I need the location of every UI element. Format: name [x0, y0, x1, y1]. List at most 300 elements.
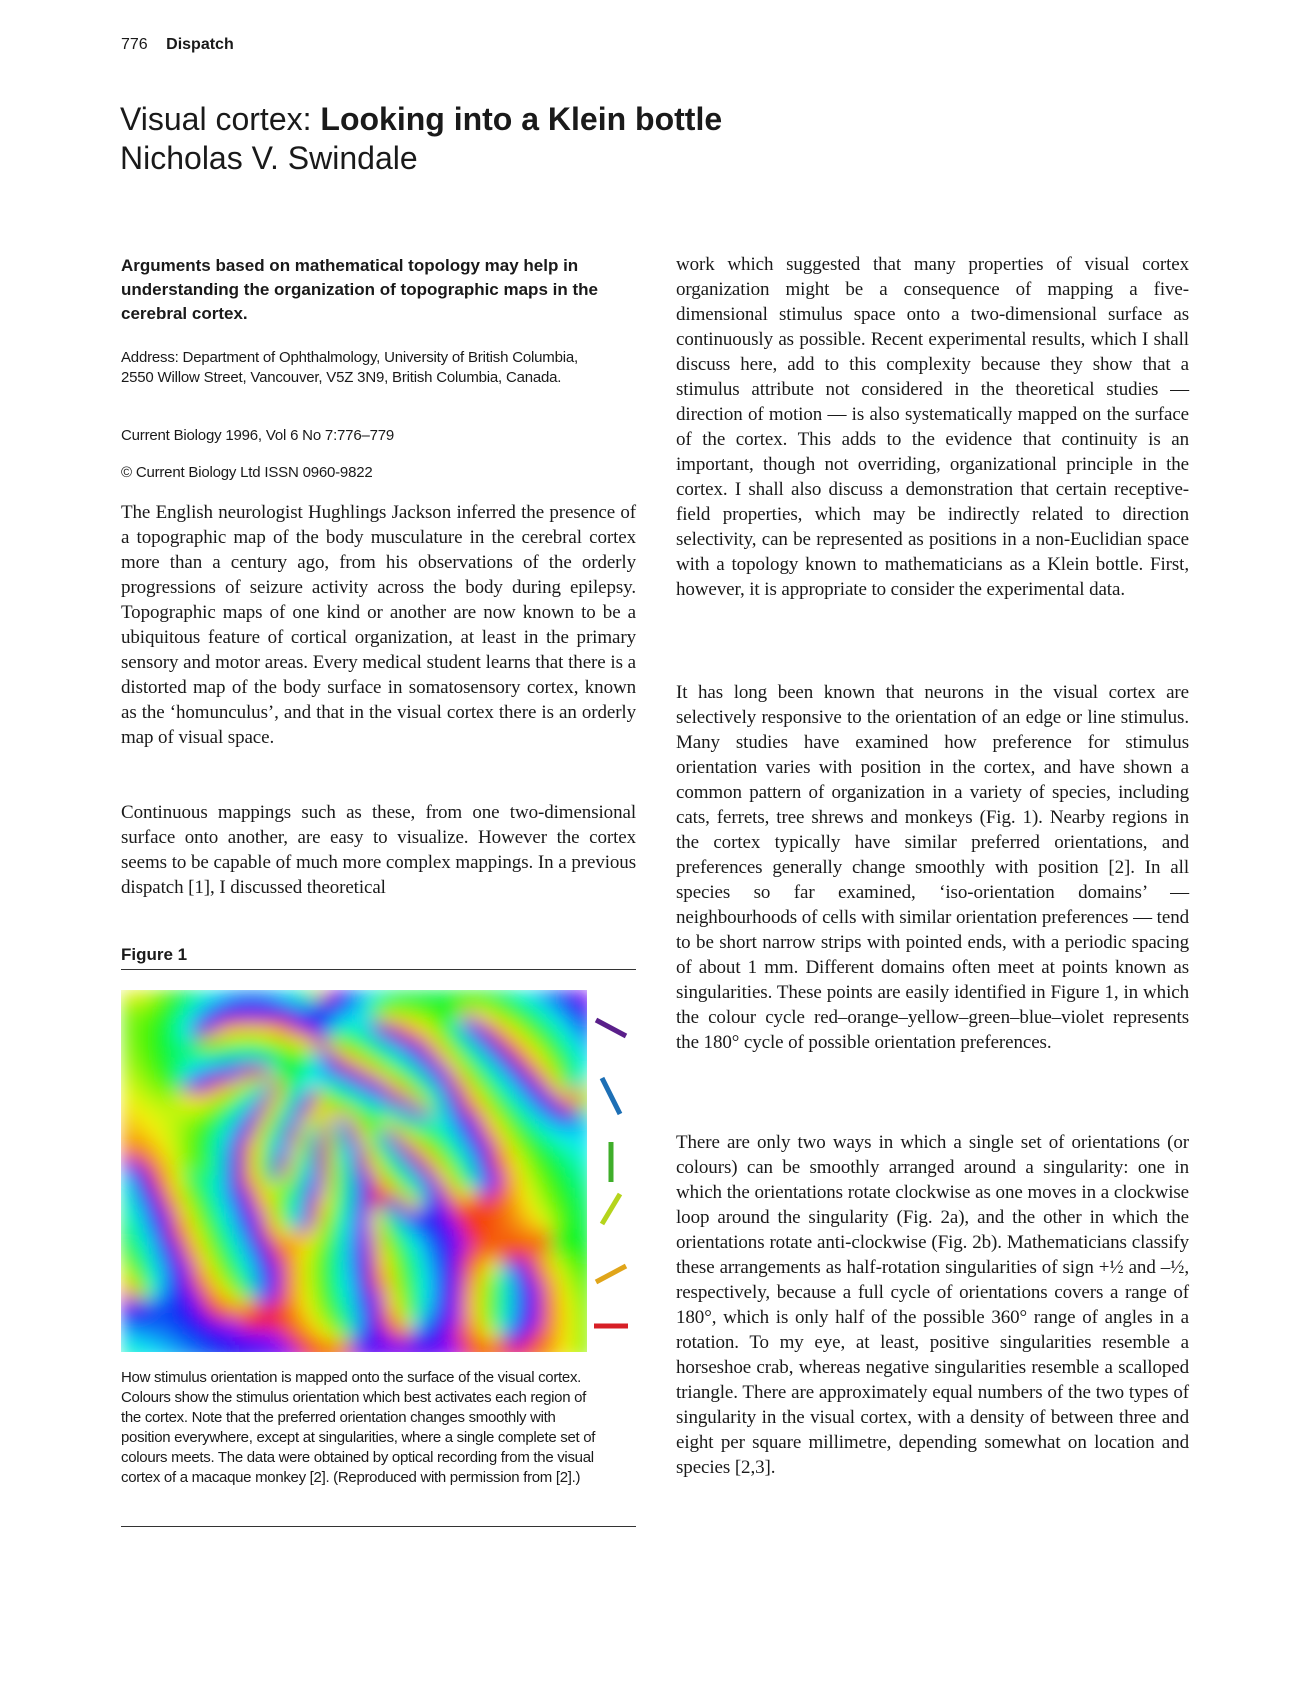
map-cell	[451, 1070, 462, 1081]
map-cell	[541, 1260, 552, 1271]
map-cell	[201, 1200, 212, 1211]
map-cell	[291, 1320, 302, 1331]
map-cell	[281, 1200, 292, 1211]
map-cell	[421, 1280, 432, 1291]
map-cell	[541, 1110, 552, 1121]
orientation-legend	[590, 1010, 634, 1340]
map-cell	[201, 1130, 212, 1141]
map-cell	[531, 1060, 542, 1071]
map-cell	[281, 1190, 292, 1201]
map-cell	[401, 990, 412, 1001]
map-cell	[361, 1000, 372, 1011]
map-cell	[441, 1180, 452, 1191]
map-cell	[471, 1250, 482, 1261]
map-cell	[511, 1000, 522, 1011]
map-cell	[221, 1080, 232, 1091]
map-cell	[311, 1050, 322, 1061]
map-cell	[131, 1280, 142, 1291]
map-cell	[181, 1300, 192, 1311]
map-cell	[511, 1120, 522, 1131]
map-cell	[431, 1040, 442, 1051]
map-cell	[341, 1080, 352, 1091]
map-cell	[541, 1180, 552, 1191]
map-cell	[341, 1290, 352, 1301]
map-cell	[381, 1110, 392, 1121]
map-cell	[461, 1260, 472, 1271]
article-title	[120, 100, 722, 138]
map-cell	[221, 1160, 232, 1171]
map-cell	[321, 1260, 332, 1271]
map-cell	[271, 1090, 282, 1101]
map-cell	[521, 1090, 532, 1101]
map-cell	[511, 1330, 522, 1341]
map-cell	[351, 1100, 362, 1111]
map-cell	[361, 1030, 372, 1041]
map-cell	[241, 1240, 252, 1251]
map-cell	[581, 1260, 587, 1271]
map-cell	[191, 1120, 202, 1131]
map-cell	[411, 1090, 422, 1101]
map-cell	[481, 1180, 492, 1191]
map-cell	[351, 1110, 362, 1121]
map-cell	[411, 1140, 422, 1151]
map-cell	[361, 1010, 372, 1021]
map-cell	[291, 1300, 302, 1311]
map-cell	[351, 1160, 362, 1171]
map-cell	[461, 1150, 472, 1161]
map-cell	[121, 1160, 132, 1171]
map-cell	[381, 1130, 392, 1141]
map-cell	[421, 1010, 432, 1021]
map-cell	[531, 1240, 542, 1251]
map-cell	[171, 1270, 182, 1281]
map-cell	[361, 1090, 372, 1101]
map-cell	[361, 1160, 372, 1171]
map-cell	[581, 1320, 587, 1331]
map-cell	[231, 1220, 242, 1231]
map-cell	[411, 1320, 422, 1331]
map-cell	[391, 1240, 402, 1251]
map-cell	[441, 1310, 452, 1321]
map-cell	[281, 1000, 292, 1011]
map-cell	[311, 1110, 322, 1121]
map-cell	[341, 1230, 352, 1241]
map-cell	[131, 1100, 142, 1111]
map-cell	[301, 1040, 312, 1051]
map-cell	[381, 1290, 392, 1301]
map-cell	[301, 1130, 312, 1141]
map-cell	[171, 1170, 182, 1181]
map-cell	[161, 1130, 172, 1141]
map-cell	[201, 1050, 212, 1061]
map-cell	[391, 1200, 402, 1211]
map-cell	[551, 1120, 562, 1131]
map-cell	[421, 1240, 432, 1251]
map-cell	[401, 1060, 412, 1071]
map-cell	[301, 1050, 312, 1061]
map-cell	[251, 1340, 262, 1351]
map-cell	[421, 1140, 432, 1151]
map-cell	[131, 1120, 142, 1131]
map-cell	[211, 1120, 222, 1131]
map-cell	[421, 1300, 432, 1311]
map-cell	[291, 1260, 302, 1271]
map-cell	[121, 1030, 132, 1041]
map-cell	[471, 1040, 482, 1051]
map-cell	[461, 1000, 472, 1011]
map-cell	[341, 1170, 352, 1181]
map-cell	[211, 1010, 222, 1021]
map-cell	[161, 1300, 172, 1311]
map-cell	[461, 1340, 472, 1351]
map-cell	[521, 1300, 532, 1311]
map-cell	[501, 1190, 512, 1201]
map-cell	[561, 1110, 572, 1121]
map-cell	[491, 1150, 502, 1161]
map-cell	[141, 1320, 152, 1331]
map-cell	[121, 1000, 132, 1011]
map-cell	[581, 1150, 587, 1161]
map-cell	[191, 1250, 202, 1261]
map-cell	[471, 1130, 482, 1141]
map-cell	[171, 1060, 182, 1071]
map-cell	[361, 1040, 372, 1051]
map-cell	[551, 1050, 562, 1061]
map-cell	[571, 1270, 582, 1281]
map-cell	[171, 1290, 182, 1301]
map-cell	[531, 1310, 542, 1321]
map-cell	[491, 1010, 502, 1021]
map-cell	[261, 1200, 272, 1211]
map-cell	[161, 1140, 172, 1151]
map-cell	[201, 1140, 212, 1151]
map-cell	[381, 1180, 392, 1191]
map-cell	[451, 1240, 462, 1251]
map-cell	[201, 990, 212, 1001]
map-cell	[371, 1010, 382, 1021]
map-cell	[301, 1170, 312, 1181]
map-cell	[571, 1030, 582, 1041]
map-cell	[561, 1100, 572, 1111]
map-cell	[271, 1030, 282, 1041]
map-cell	[161, 1060, 172, 1071]
map-cell	[461, 1210, 472, 1221]
map-cell	[421, 1260, 432, 1271]
map-cell	[191, 1340, 202, 1351]
map-cell	[491, 1290, 502, 1301]
map-cell	[371, 1130, 382, 1141]
map-cell	[341, 1270, 352, 1281]
map-cell	[561, 1250, 572, 1261]
map-cell	[221, 1020, 232, 1031]
map-cell	[541, 1060, 552, 1071]
map-cell	[201, 1030, 212, 1041]
map-cell	[581, 1080, 587, 1091]
map-cell	[311, 1290, 322, 1301]
map-cell	[151, 1120, 162, 1131]
map-cell	[551, 1290, 562, 1301]
map-cell	[501, 990, 512, 1001]
map-cell	[481, 1080, 492, 1091]
map-cell	[271, 1220, 282, 1231]
map-cell	[521, 1120, 532, 1131]
map-cell	[451, 1190, 462, 1201]
map-cell	[221, 1170, 232, 1181]
map-cell	[431, 1130, 442, 1141]
map-cell	[431, 1090, 442, 1101]
map-cell	[381, 1080, 392, 1091]
map-cell	[431, 1010, 442, 1021]
map-cell	[251, 1130, 262, 1141]
map-cell	[401, 1210, 412, 1221]
map-cell	[151, 1170, 162, 1181]
map-cell	[481, 1330, 492, 1341]
map-cell	[331, 1060, 342, 1071]
map-cell	[521, 1250, 532, 1261]
map-cell	[481, 1310, 492, 1321]
map-cell	[511, 1040, 522, 1051]
map-cell	[421, 1230, 432, 1241]
map-cell	[571, 1190, 582, 1201]
map-cell	[371, 1120, 382, 1131]
map-cell	[491, 1120, 502, 1131]
map-cell	[481, 1200, 492, 1211]
map-cell	[501, 1290, 512, 1301]
map-cell	[371, 1050, 382, 1061]
map-cell	[181, 1040, 192, 1051]
map-cell	[551, 1210, 562, 1221]
map-cell	[171, 1340, 182, 1351]
map-cell	[161, 1250, 172, 1261]
map-cell	[211, 1000, 222, 1011]
map-cell	[391, 1270, 402, 1281]
map-cell	[411, 1120, 422, 1131]
map-cell	[561, 1310, 572, 1321]
map-cell	[381, 1190, 392, 1201]
map-cell	[361, 1020, 372, 1031]
map-cell	[241, 1010, 252, 1021]
map-cell	[241, 1190, 252, 1201]
map-cell	[521, 1270, 532, 1281]
map-cell	[481, 1290, 492, 1301]
map-cell	[151, 1070, 162, 1081]
map-cell	[381, 1020, 392, 1031]
map-cell	[561, 1060, 572, 1071]
map-cell	[391, 1130, 402, 1141]
map-cell	[461, 1140, 472, 1151]
map-cell	[311, 1270, 322, 1281]
map-cell	[181, 1340, 192, 1351]
map-cell	[471, 1080, 482, 1091]
map-cell	[201, 1060, 212, 1071]
map-cell	[471, 1230, 482, 1241]
map-cell	[361, 1100, 372, 1111]
map-cell	[131, 1290, 142, 1301]
map-cell	[571, 990, 582, 1001]
map-cell	[451, 1100, 462, 1111]
map-cell	[241, 1170, 252, 1181]
map-cell	[361, 1190, 372, 1201]
map-cell	[291, 1310, 302, 1321]
map-cell	[511, 1150, 522, 1161]
map-cell	[251, 1010, 262, 1021]
map-cell	[391, 1340, 402, 1351]
map-cell	[551, 990, 562, 1001]
map-cell	[171, 1110, 182, 1121]
map-cell	[141, 1130, 152, 1141]
map-cell	[551, 1130, 562, 1141]
map-cell	[371, 1100, 382, 1111]
map-cell	[261, 1090, 272, 1101]
map-cell	[491, 1280, 502, 1291]
map-cell	[511, 1170, 522, 1181]
map-cell	[421, 1070, 432, 1081]
map-cell	[581, 1270, 587, 1281]
map-cell	[371, 1240, 382, 1251]
map-cell	[311, 1280, 322, 1291]
map-cell	[441, 1040, 452, 1051]
map-cell	[121, 1250, 132, 1261]
map-cell	[441, 1050, 452, 1061]
map-cell	[441, 1350, 452, 1352]
map-cell	[141, 1050, 152, 1061]
map-cell	[341, 1280, 352, 1291]
map-cell	[251, 1350, 262, 1352]
map-cell	[231, 1140, 242, 1151]
map-cell	[391, 1030, 402, 1041]
map-cell	[431, 1170, 442, 1181]
map-cell	[481, 1210, 492, 1221]
map-cell	[541, 1240, 552, 1251]
map-cell	[471, 1310, 482, 1321]
map-cell	[321, 1120, 332, 1131]
map-cell	[471, 1240, 482, 1251]
map-cell	[381, 1010, 392, 1021]
map-cell	[211, 1280, 222, 1291]
map-cell	[541, 1270, 552, 1281]
map-cell	[441, 1010, 452, 1021]
map-cell	[331, 1310, 342, 1321]
map-cell	[321, 1230, 332, 1241]
map-cell	[441, 1270, 452, 1281]
map-cell	[401, 1260, 412, 1271]
map-cell	[381, 1310, 392, 1321]
map-cell	[551, 1180, 562, 1191]
map-cell	[211, 1310, 222, 1321]
map-cell	[481, 1170, 492, 1181]
map-cell	[181, 1260, 192, 1271]
map-cell	[411, 1050, 422, 1061]
map-cell	[491, 1340, 502, 1351]
map-cell	[491, 1230, 502, 1241]
map-cell	[441, 1150, 452, 1161]
map-cell	[371, 1080, 382, 1091]
map-cell	[131, 1150, 142, 1161]
map-cell	[121, 1300, 132, 1311]
map-cell	[561, 1080, 572, 1091]
map-cell	[571, 1260, 582, 1271]
map-cell	[221, 1120, 232, 1131]
map-cell	[481, 990, 492, 1001]
address: Address: Department of Ophthalmology, University of British Columbia, 2550 Willow Street, Vancouver, V5Z 3N9, British Columbia, Canada.	[121, 349, 578, 386]
map-cell	[521, 1290, 532, 1301]
map-cell	[301, 1010, 312, 1021]
map-cell	[131, 1200, 142, 1211]
map-cell	[541, 1080, 552, 1091]
map-cell	[291, 1090, 302, 1101]
map-cell	[351, 1230, 362, 1241]
map-cell	[291, 1250, 302, 1261]
map-cell	[361, 1110, 372, 1121]
map-cell	[301, 1270, 312, 1281]
map-cell	[301, 1110, 312, 1121]
map-cell	[211, 1140, 222, 1151]
map-cell	[321, 1080, 332, 1091]
map-cell	[241, 990, 252, 1001]
map-cell	[241, 1070, 252, 1081]
map-cell	[391, 1170, 402, 1181]
map-cell	[401, 1300, 412, 1311]
map-cell	[171, 1280, 182, 1291]
map-cell	[121, 1280, 132, 1291]
map-cell	[291, 1290, 302, 1301]
map-cell	[261, 1080, 272, 1091]
map-cell	[191, 1320, 202, 1331]
map-cell	[241, 1090, 252, 1101]
map-cell	[311, 1180, 322, 1191]
map-cell	[501, 1260, 512, 1271]
map-cell	[281, 990, 292, 1001]
map-cell	[201, 1240, 212, 1251]
map-cell	[151, 1260, 162, 1271]
map-cell	[331, 1340, 342, 1351]
map-cell	[461, 1190, 472, 1201]
map-cell	[221, 1280, 232, 1291]
map-cell	[211, 1090, 222, 1101]
map-cell	[301, 1140, 312, 1151]
map-cell	[581, 1220, 587, 1231]
map-cell	[461, 1010, 472, 1021]
map-cell	[471, 990, 482, 1001]
map-cell	[131, 990, 142, 1001]
map-cell	[211, 1190, 222, 1201]
map-cell	[251, 1100, 262, 1111]
map-cell	[461, 1180, 472, 1191]
map-cell	[461, 1110, 472, 1121]
map-cell	[321, 1270, 332, 1281]
map-cell	[411, 1290, 422, 1301]
map-cell	[211, 1200, 222, 1211]
map-cell	[581, 1120, 587, 1131]
map-cell	[551, 1000, 562, 1011]
map-cell	[131, 1180, 142, 1191]
map-cell	[381, 1330, 392, 1341]
map-cell	[581, 1110, 587, 1121]
map-cell	[161, 1110, 172, 1121]
map-cell	[151, 1090, 162, 1101]
map-cell	[131, 1250, 142, 1261]
map-cell	[471, 1340, 482, 1351]
map-cell	[341, 1050, 352, 1061]
map-cell	[201, 1150, 212, 1161]
map-cell	[401, 1310, 412, 1321]
map-cell	[361, 1210, 372, 1221]
map-cell	[271, 1310, 282, 1321]
figure-rule	[121, 1526, 636, 1527]
map-cell	[411, 1030, 422, 1041]
map-cell	[141, 1100, 152, 1111]
map-cell	[431, 1260, 442, 1271]
